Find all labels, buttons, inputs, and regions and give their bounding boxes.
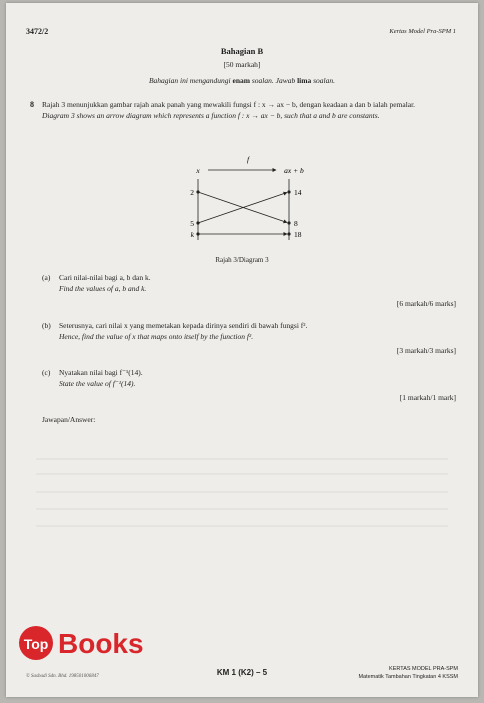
section-marks: [50 markah] [223,60,261,69]
paper-code: 3472/2 [26,27,49,36]
paper-title: Kertas Model Pra-SPM 1 [389,28,456,35]
instruction-emphasis: lima [297,76,312,85]
domain-label: x [196,166,200,175]
svg-text:Top: Top [23,636,49,652]
part-text [59,273,449,294]
right-value-8: 8 [294,219,298,228]
left-value-k: k [190,230,194,239]
node-right-14 [287,190,290,193]
svg-text:Books: Books [58,628,144,659]
map-arrow-5-to-14 [198,193,287,224]
part-label: (b) [42,321,51,330]
part-label: (a) [42,273,51,282]
part-text [59,321,449,342]
question-english: Diagram 3 shows an arrow diagram which represents a function f : x → ax − b, such that a and b are constants. [42,110,380,120]
topbooks-logo [18,623,208,663]
function-label: f [246,155,250,164]
question-malay: Rajah 3 menunjukkan gambar rajah anak panah yang mewakili fungsi f : x → ax − b, dengan keadaan a dan b ialah pemalar. [42,100,416,109]
section-instruction [6,76,478,85]
part-text [59,368,449,389]
answer-label: Jawapan/Answer: [42,415,96,424]
codomain-label: ax + b [284,166,304,175]
bleed-through-line [36,525,448,527]
part-english: State the value of f⁻¹(14). [59,378,136,388]
part-c-marks: [1 markah/1 mark] [399,393,456,402]
bleed-through-line [36,473,448,475]
left-value-5: 5 [190,219,194,228]
bleed-through-line [36,458,448,460]
part-english: Find the values of a, b and k. [59,283,147,293]
diagram-caption: Rajah 3/Diagram 3 [215,256,269,264]
instruction-text: Bahagian ini mengandungi [148,76,233,85]
part-english: Hence, find the value of x that maps onto itself by the function f². [59,331,254,341]
question-text [42,100,454,121]
arrow-diagram [176,151,326,251]
part-a-marks: [6 markah/6 marks] [396,299,456,308]
left-value-2: 2 [190,188,194,197]
right-value-18: 18 [294,230,302,239]
instruction-text: soalan. [311,76,336,85]
part-label: (c) [42,368,51,377]
footer-title [358,666,458,681]
part-malay: Nyatakan nilai bagi f⁻¹(14). [59,368,143,377]
section-title: Bahagian B [220,46,264,56]
bleed-through-line [36,508,448,510]
footer-series: KERTAS MODEL PRA-SPM [389,666,458,672]
right-value-14: 14 [294,188,302,197]
map-arrow-2-to-8 [198,192,287,223]
part-malay: Cari nilai-nilai bagi a, b dan k. [59,273,151,282]
instruction-text: soalan. Jawab [250,76,298,85]
footer-subject: Matematik Tambahan Tingkatan 4 KSSM [358,673,458,680]
publisher-copyright: © Sasbadi Sdn. Bhd. 198501006847 [26,674,99,679]
exam-page [6,3,478,697]
instruction-emphasis: enam [232,76,250,85]
node-right-18 [287,232,290,235]
page-number: KM 1 (K2) – 5 [216,668,268,677]
bleed-through-line [36,491,448,493]
node-right-8 [287,221,290,224]
question-number: 8 [30,100,34,109]
part-b-marks: [3 markah/3 marks] [396,346,456,355]
part-malay: Seterusnya, cari nilai x yang memetakan kepada dirinya sendiri di bawah fungsi f². [59,321,308,330]
